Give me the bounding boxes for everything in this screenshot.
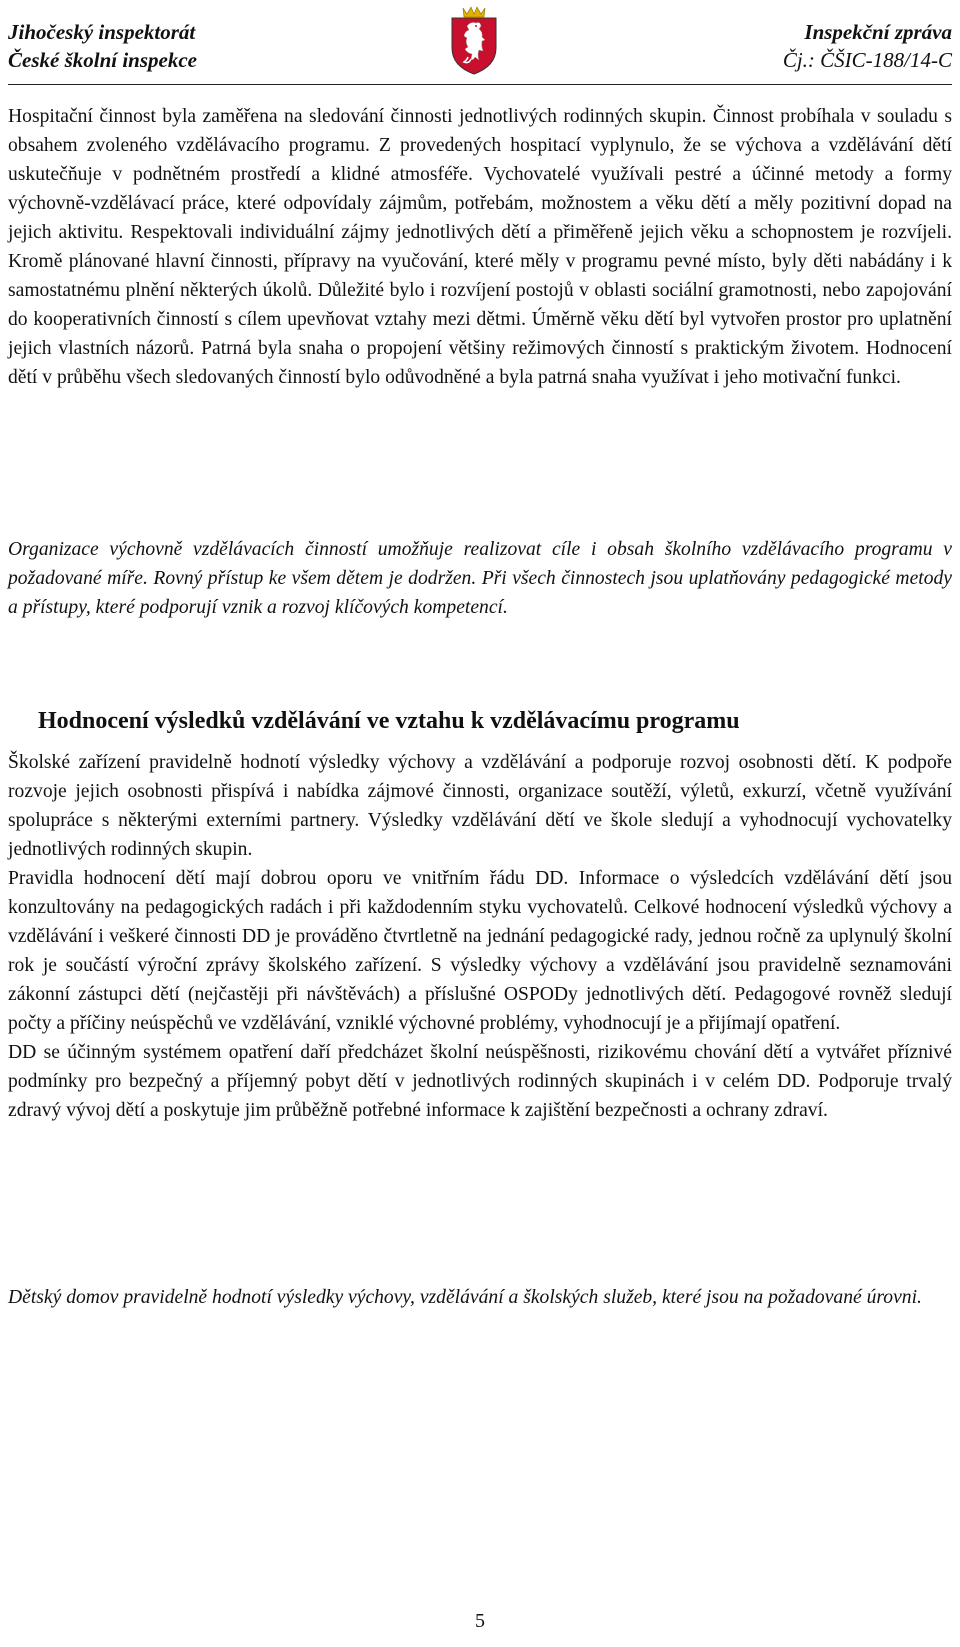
paragraph-text: Hospitační činnost byla zaměřena na sledování činnosti jednotlivých rodinných skupin. Činnost probíhala v souladu s obsahem zvoleného vzdělávacího programu. Z provedených hospitací vyplynulo, že se výchova a vzdělávání dětí uskutečňuje v podnětném prostředí a klidné atmosféře. Vychovatelé využívali pestré a účinné metody a formy výchovně-vzdělávací práce, které odpovídaly zájmům, potřebám, možnostem a věku dětí a měly pozitivní dopad na jejich aktivitu. Respektovali individuální zájmy jednotlivých dětí a přiměřeně jejich věku a schopnostem je rozvíjeli. Kromě plánované hlavní činnosti, přípravy na vyučování, které měly v programu pevné místo, byly děti nabádány i k samostatnému plnění některých úkolů. Důležité bylo i rozvíjení postojů v oblasti sociální gramotnosti, nebo zapojování do kooperativních činností s cílem upevňovat vztahy mezi dětmi. Úměrně věku dětí byl vytvořen prostor pro uplatnění jejich vlastních názorů. Patrná byla snaha o propojení většiny režimových činností s praktickým životem. Hodnocení dětí v průběhu všech sledovaných činností bylo odůvodněné a byla patrná snaha využívat i jeho motivační funkci.	[8, 106, 952, 388]
paragraph-text: Dětský domov pravidelně hodnotí výsledky výchovy, vzdělávání a školských služeb, které jsou na požadované úrovni.	[8, 1287, 922, 1308]
paragraph-results-evaluation	[8, 748, 952, 1125]
paragraph-text: Pravidla hodnocení dětí mají dobrou oporu ve vnitřním řádu DD. Informace o výsledcích vzdělávání dětí jsou konzultovány na pedagogických radách i při každodenním styku vychovatelů. Celkové hodnocení výsledků výchovy a vzdělávání i veškeré činnosti DD je prováděno čtvrtletně na jednání pedagogické rady, jednou ročně za uplynulý školní rok je součástí výroční zprávy školského zařízení. S výsledky výchovy a vzdělávání jsou pravidelně seznamováni zákonní zástupci dětí (nejčastěji při návštěvách) a příslušné OSPODy jednotlivých dětí. Pedagogové rovněž sledují počty a příčiny neúspěchů ve vzdělávání, vzniklé výchovné problémy, vyhodnocují je a přijímají opatření.	[8, 868, 952, 1034]
page-number: 5	[475, 1610, 485, 1632]
header-school-inspection: České školní inspekce	[8, 48, 197, 72]
section-heading: Hodnocení výsledků vzdělávání ve vztahu k vzdělávacímu programu	[38, 708, 740, 734]
paragraph-text: DD se účinným systémem opatření daří předcházet školní neúspěšnosti, rizikovému chování dětí a vytvářet příznivé podmínky pro bezpečný a příjemný pobyt dětí v jednotlivých rodinných skupinách i v celém DD. Podporuje trvalý zdravý vývoj dětí a poskytuje jim průběžně potřebné informace k zajištění bezpečnosti a ochrany zdraví.	[8, 1042, 952, 1121]
czech-lion-coat-of-arms-icon	[449, 4, 499, 76]
header-report-title: Inspekční zpráva	[804, 20, 952, 44]
page-header	[8, 0, 952, 86]
header-report-info	[783, 18, 952, 74]
header-reference-number: Čj.: ČŠIC-188/14-C	[782, 48, 952, 72]
header-inspectorate: Jihočeský inspektorát	[8, 20, 196, 44]
paragraph-summary-organization	[8, 535, 952, 622]
paragraph-text: Školské zařízení pravidelně hodnotí výsledky výchovy a vzdělávání a podporuje rozvoj osobnosti dětí. K podpoře rozvoje jejich osobnosti přispívá i nabídka zájmové činnosti, organizace soutěží, výletů, exkurzí, včetně využívání spolupráce s některými externími partnery. Výsledky vzdělávání dětí ve škole sledují a vyhodnocují vychovatelky jednotlivých rodinných skupin.	[8, 752, 952, 860]
paragraph-observation	[8, 102, 952, 392]
paragraph-text: Organizace výchovně vzdělávacích činností umožňuje realizovat cíle i obsah školního vzdělávacího programu v požadované míře. Rovný přístup ke všem dětem je dodržen. Při všech činnostech jsou uplatňovány pedagogické metody a přístupy, které podporují vznik a rozvoj klíčových kompetencí.	[8, 539, 952, 618]
paragraph-summary-results	[8, 1283, 952, 1312]
header-divider	[8, 84, 952, 85]
header-institution	[8, 18, 197, 74]
